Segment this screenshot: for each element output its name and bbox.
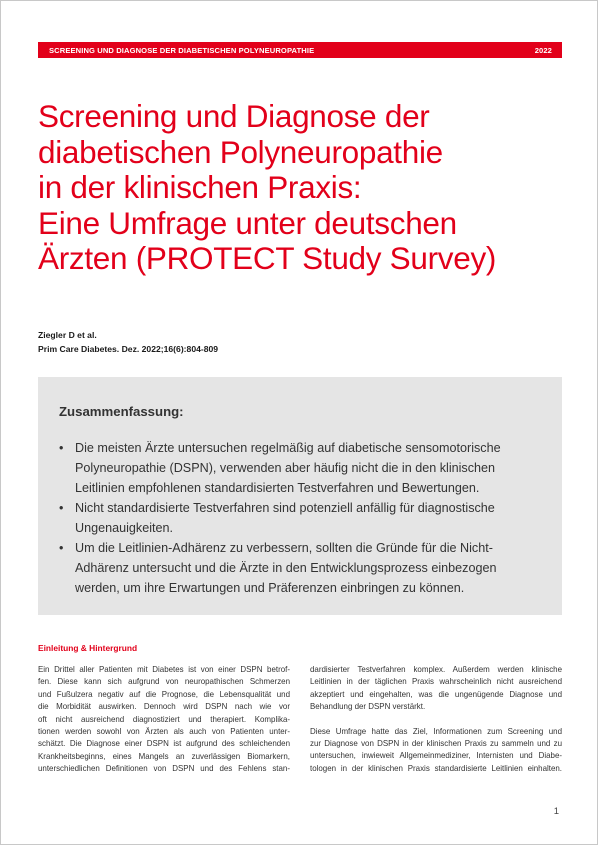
text-column-right bbox=[310, 664, 562, 787]
author-block bbox=[38, 328, 218, 356]
page-number: 1 bbox=[553, 806, 559, 817]
title-line: Ärzten (PROTECT Study Survey) bbox=[38, 240, 497, 276]
text-line: Ein Drittel aller Patienten mit Diabetes ist von einer DSPN betrof- bbox=[38, 665, 290, 674]
bullet-icon: • bbox=[59, 441, 64, 455]
text-line: schätzt. Die Diagnose einer DSPN ist aufgrund des schleichenden bbox=[38, 739, 290, 749]
summary-item bbox=[59, 538, 542, 598]
title-line: Screening und Diagnose der bbox=[38, 98, 430, 134]
title-line: Eine Umfrage unter deutschen bbox=[38, 204, 457, 241]
summary-item-text: Nicht standardisierte Testverfahren sind potenziell anfällig für diagnostische Ungenauigkeiten. bbox=[75, 501, 495, 535]
paragraph bbox=[38, 664, 290, 776]
paragraph bbox=[310, 726, 562, 776]
summary-box bbox=[38, 377, 562, 615]
summary-item-text: Um die Leitlinien-Adhärenz zu verbessern, sollten die Gründe für die Nicht-Adhärenz untersucht und die Ärzte in den Entwicklungsprozess einbezogen werden, um ihre Erwartungen und Präferenzen einbringen zu können. bbox=[75, 541, 497, 595]
text-line: dardisierter Testverfahren komplex. Außerdem werden klinische bbox=[310, 665, 562, 674]
article-title bbox=[38, 99, 568, 277]
text-line: unterschiedlichen Definitionen von DSPN und des Fehlens stan- bbox=[38, 764, 290, 774]
running-header bbox=[38, 42, 562, 58]
title-line: diabetischen Polyneuropathie bbox=[38, 133, 443, 170]
text-line: und Fußulzera negativ auf die Prognose, die Lebensqualität und bbox=[38, 689, 290, 699]
text-line: akzeptiert und eingehalten, was die ungenügende Diagnose und bbox=[310, 689, 562, 699]
text-line: fen. Diese kann sich aufgrund von neuropathischen Schmerzen bbox=[38, 677, 290, 687]
text-line: Behandlung der DSPN verstärkt. bbox=[310, 702, 426, 712]
text-line: oft nicht ausreichend diagnostiziert und therapiert. Komplika- bbox=[38, 714, 290, 724]
text-line: Diese Umfrage hatte das Ziel, Informationen zum Screening und bbox=[310, 726, 562, 736]
text-line: tionen werden sowohl von Ärzten als auch von Patienten unter- bbox=[38, 727, 290, 737]
authors: Ziegler D et al. bbox=[38, 330, 97, 340]
paragraph bbox=[310, 664, 562, 714]
bullet-icon: • bbox=[59, 501, 64, 515]
summary-heading: Zusammenfassung: bbox=[59, 404, 184, 419]
section-heading: Einleitung & Hintergrund bbox=[38, 643, 138, 653]
summary-list bbox=[59, 438, 542, 598]
summary-item bbox=[59, 438, 542, 498]
text-line: die Morbidität auswirken. Dennoch wird DSPN nach wie vor bbox=[38, 702, 290, 712]
citation: Prim Care Diabetes. Dez. 2022;16(6):804-809 bbox=[38, 344, 219, 354]
summary-item-text: Die meisten Ärzte untersuchen regelmäßig auf diabetische sensomotorische Polyneuropathie (DSPN), verwenden aber häufig nicht die in den klinischen Leitlinien empfohlenen standardisierten Testverfahren und Bewertungen. bbox=[75, 441, 501, 495]
summary-item bbox=[59, 498, 542, 538]
text-column-left bbox=[38, 664, 290, 788]
running-title: SCREENING UND DIAGNOSE DER DIABETISCHEN POLYNEUROPATHIE bbox=[49, 45, 315, 55]
text-line: untersuchen, inwieweit Allgemeinmediziner, Internisten und Diabe- bbox=[310, 751, 562, 761]
title-line: in der klinischen Praxis: bbox=[38, 169, 362, 205]
text-line: zur Diagnose von DSPN in der klinischen Praxis zu sammeln und zu bbox=[310, 739, 562, 749]
header-year: 2022 bbox=[534, 45, 552, 55]
text-line: Leitlinien in der täglichen Praxis wahrscheinlich nicht ausreichend bbox=[310, 677, 562, 687]
text-line: tologen in der klinischen Praxis standardisierte Leitlinien einhalten. bbox=[310, 763, 562, 773]
text-line: Krankheitsbeginns, eines Mangels an zuverlässigen Biomarkern, bbox=[38, 751, 290, 761]
bullet-icon: • bbox=[59, 541, 64, 555]
